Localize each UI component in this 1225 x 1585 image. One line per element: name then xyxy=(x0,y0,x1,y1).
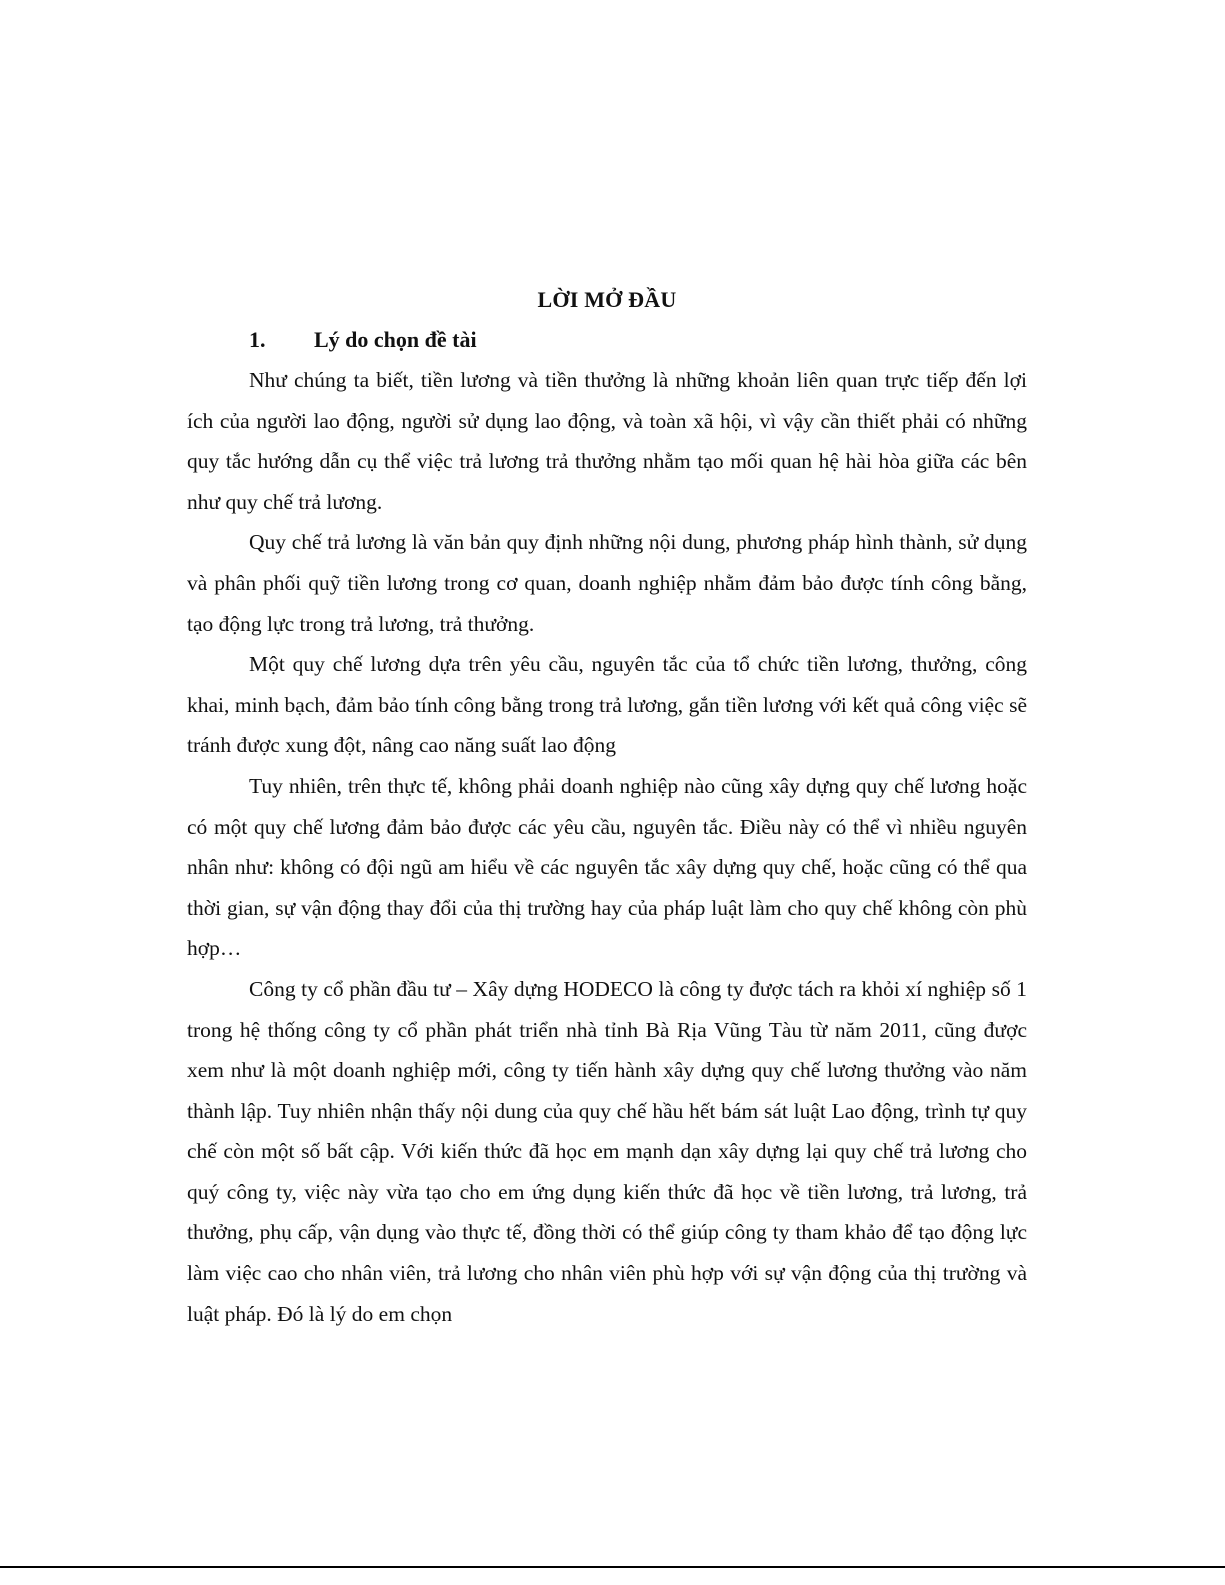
section-title: Lý do chọn đề tài xyxy=(314,327,477,352)
section-number: 1. xyxy=(249,327,266,352)
page-bottom-rule xyxy=(0,1566,1225,1568)
paragraph: Như chúng ta biết, tiền lương và tiền thưởng là những khoản liên quan trực tiếp đến lợi ích của người lao động, người sử dụng lao động, và toàn xã hội, vì vậy cần thiết phải có những quy tắc hướng dẫn cụ thể việc trả lương trả thưởng nhằm tạo mối quan hệ hài hòa giữa các bên như quy chế trả lương. xyxy=(187,368,1027,514)
paragraph: Tuy nhiên, trên thực tế, không phải doanh nghiệp nào cũng xây dựng quy chế lương hoặc có một quy chế lương đảm bảo được các yêu cầu, nguyên tắc. Điều này có thể vì nhiều nguyên nhân như: không có đội ngũ am hiểu về các nguyên tắc xây dựng quy chế, hoặc cũng có thể qua thời gian, sự vận động thay đổi của thị trường hay của pháp luật làm cho quy chế không còn phù hợp… xyxy=(187,773,1027,961)
paragraph: Quy chế trả lương là văn bản quy định những nội dung, phương pháp hình thành, sử dụng và phân phối quỹ tiền lương trong cơ quan, doanh nghiệp nhằm đảm bảo được tính công bằng, tạo động lực trong trả lương, trả thưởng. xyxy=(187,530,1027,636)
section-heading xyxy=(187,320,1027,360)
paragraph: Công ty cổ phần đầu tư – Xây dựng HODECO là công ty được tách ra khỏi xí nghiệp số 1 trong hệ thống công ty cổ phần phát triển nhà tỉnh Bà Rịa Vũng Tàu từ năm 2011, cũng được xem như là một doanh nghiệp mới, công ty tiến hành xây dựng quy chế lương thưởng vào năm thành lập. Tuy nhiên nhận thấy nội dung của quy chế hầu hết bám sát luật Lao động, trình tự quy chế còn một số bất cập. Với kiến thức đã học em mạnh dạn xây dựng lại quy chế trả lương cho quý công ty, việc này vừa tạo cho em ứng dụng kiến thức đã học về tiền lương, trả lương, trả thưởng, phụ cấp, vận dụng vào thực tế, đồng thời có thể giúp công ty tham khảo để tạo động lực làm việc cao cho nhân viên, trả lương cho nhân viên phù hợp với sự vận động của thị trường và luật pháp. Đó là lý do em chọn xyxy=(187,976,1027,1326)
paragraph: Một quy chế lương dựa trên yêu cầu, nguyên tắc của tổ chức tiền lương, thưởng, công khai, minh bạch, đảm bảo tính công bằng trong trả lương, gắn tiền lương với kết quả công việc sẽ tránh được xung đột, nâng cao năng suất lao động xyxy=(187,652,1027,758)
page-content xyxy=(187,280,1027,1334)
document-title: LỜI MỞ ĐẦU xyxy=(537,287,677,312)
